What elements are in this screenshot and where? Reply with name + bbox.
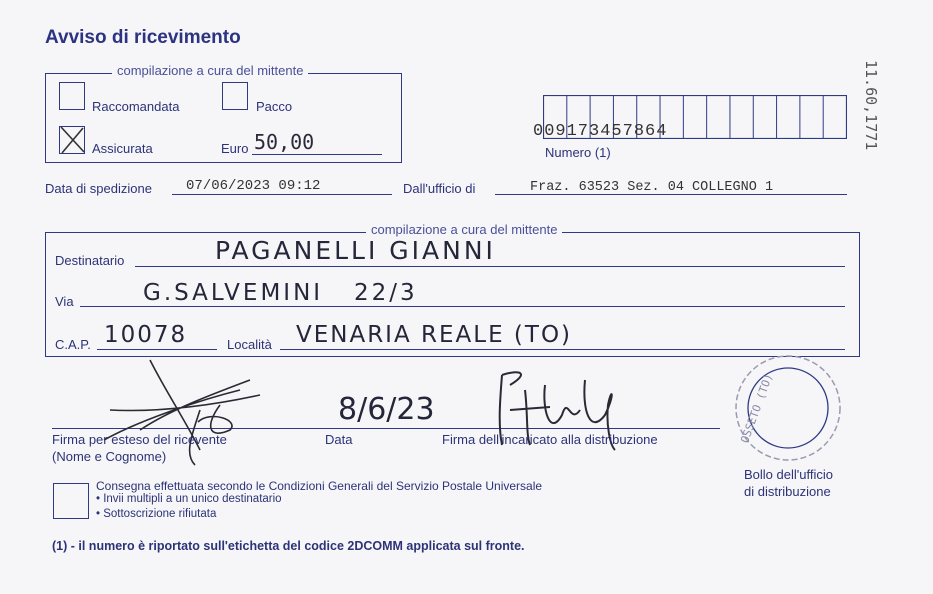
via-value[interactable]: G.SALVEMINI 22/3	[143, 280, 418, 306]
assicurata-label: Assicurata	[92, 141, 153, 156]
recipient-section-legend: compilazione a cura del mittente	[366, 222, 562, 237]
raccomandata-checkbox[interactable]	[59, 82, 85, 110]
raccomandata-label: Raccomandata	[92, 99, 180, 114]
sender-section-legend: compilazione a cura del mittente	[112, 63, 308, 78]
dall-ufficio-value[interactable]: Fraz. 63523 Sez. 04 COLLEGNO 1	[530, 180, 774, 195]
localita-value[interactable]: VENARIA REALE (TO)	[296, 322, 573, 348]
firma-ricevente-label: Firma per esteso del ricevente	[52, 432, 227, 447]
destinatario-line	[135, 266, 845, 267]
firma-ricevente-sublabel: (Nome e Cognome)	[52, 449, 167, 464]
numero-value[interactable]: 009173457864	[533, 122, 668, 141]
localita-label: Località	[227, 337, 272, 352]
postmark-stamp	[705, 330, 845, 470]
margin-note: 11.60,1771	[862, 60, 880, 151]
signature-date-value[interactable]: 8/6/23	[338, 392, 435, 427]
data-label: Data	[325, 432, 353, 447]
incaricato-label: Firma dell'incaricato alla distribuzione	[442, 432, 658, 447]
footnote: (1) - il numero è riportato sull'etichetta del codice 2DCOMM applicata sul fronte.	[52, 539, 525, 553]
dall-ufficio-label: Dall'ufficio di	[403, 181, 476, 196]
numero-label: Numero (1)	[545, 145, 611, 160]
data-spedizione-label: Data di spedizione	[45, 181, 152, 196]
consegna-text: Consegna effettuata secondo le Condizioni Generali del Servizio Postale Universale	[96, 479, 543, 493]
svg-text:OSSETO (TO): OSSETO (TO)	[738, 371, 776, 445]
cap-value[interactable]: 10078	[104, 322, 188, 348]
cap-label: C.A.P.	[55, 337, 91, 352]
euro-value[interactable]: 50,00	[254, 130, 315, 154]
destinatario-label: Destinatario	[55, 253, 125, 268]
consegna-bullet-2: • Sottoscrizione rifiutata	[96, 508, 217, 520]
consegna-checkbox[interactable]	[53, 483, 89, 519]
via-line	[80, 306, 845, 307]
data-spedizione-line	[172, 194, 392, 195]
euro-label: Euro	[221, 141, 249, 156]
pacco-checkbox[interactable]	[222, 82, 248, 110]
consegna-bullet-1: • Invii multipli a un unico destinatario	[96, 493, 282, 505]
destinatario-value[interactable]: PAGANELLI GIANNI	[215, 236, 496, 265]
euro-line	[252, 154, 382, 155]
bollo-label-1: Bollo dell'ufficio	[744, 467, 833, 482]
assicurata-check-mark	[58, 124, 88, 156]
data-spedizione-value[interactable]: 07/06/2023 09:12	[186, 178, 321, 194]
via-label: Via	[55, 294, 74, 309]
pacco-label: Pacco	[256, 99, 293, 114]
page-title: Avviso di ricevimento	[45, 27, 241, 48]
bollo-label-2: di distribuzione	[744, 484, 831, 499]
